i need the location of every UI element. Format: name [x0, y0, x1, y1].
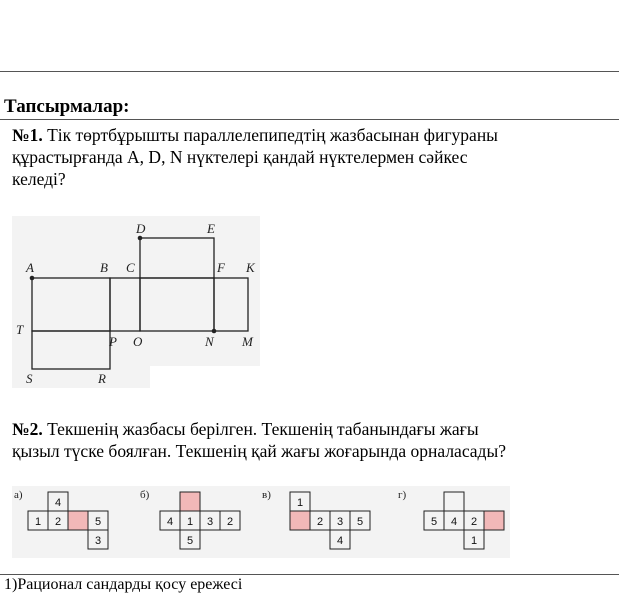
option-d-digit-2: 2 — [471, 516, 478, 528]
option-b-digit-4: 4 — [167, 516, 174, 528]
task1-number: №1. — [12, 125, 43, 145]
option-a-digit-5: 5 — [95, 516, 102, 528]
option-d-digit-4: 4 — [451, 516, 458, 528]
cube-nets-svg — [12, 486, 510, 558]
option-c-digit-3: 3 — [337, 516, 344, 528]
bottom-rule — [0, 574, 619, 575]
option-c-label: в) — [262, 489, 271, 501]
option-d-digit-5: 5 — [431, 516, 438, 528]
point-label-M: M — [242, 334, 253, 349]
point-label-R: R — [98, 371, 106, 386]
option-c-face-red — [290, 511, 310, 530]
parallelepiped-net-figure — [12, 216, 260, 388]
point-label-O: O — [133, 334, 143, 349]
option-a-label: а) — [14, 489, 23, 501]
point-label-P: P — [109, 334, 117, 349]
option-a-digit-1: 1 — [35, 516, 42, 528]
task2-text — [12, 418, 612, 462]
option-b-face-red — [180, 492, 200, 511]
option-b-label: б) — [140, 489, 150, 501]
point-label-N: N — [205, 334, 214, 349]
page-title: Тапсырмалар: — [4, 96, 130, 117]
point-label-K: K — [246, 260, 255, 275]
parallelepiped-net-svg — [12, 216, 260, 388]
point-label-E: E — [207, 221, 215, 236]
option-c-digit-5: 5 — [357, 516, 364, 528]
task1-text — [12, 124, 612, 190]
footer-text: 1)Рационал сандарды қосу ережесі — [4, 576, 243, 593]
point-label-D: D — [136, 221, 146, 236]
title-rule — [0, 119, 619, 120]
option-a-digit-2: 2 — [55, 516, 62, 528]
point-label-T: T — [16, 322, 24, 337]
option-c-digit-1: 1 — [297, 497, 304, 509]
task1-line3: келеді? — [12, 169, 66, 189]
option-d-face-red — [484, 511, 504, 530]
option-c-digit-4: 4 — [337, 535, 344, 547]
point-label-B: B — [100, 260, 108, 275]
option-d-digit-1: 1 — [471, 535, 478, 547]
point-label-S: S — [26, 371, 33, 386]
cube-nets-figure — [12, 486, 510, 558]
option-a-face-red — [68, 511, 88, 530]
point-label-F: F — [217, 260, 225, 275]
task1-line2: құрастырғанда A, D, N нүктелері қандай нүктелермен сәйкес — [12, 147, 468, 167]
point-N-dot — [212, 329, 217, 334]
point-label-A: A — [26, 260, 34, 275]
task2-number: №2. — [12, 419, 43, 439]
task2-line1: №2. Текшенің жазбасы берілген. Текшенің табанындағы жағы — [12, 419, 479, 439]
task2-line2: қызыл түске боялған. Текшенің қай жағы жоғарында орналасады? — [12, 441, 506, 461]
option-b-digit-2: 2 — [227, 516, 234, 528]
option-d-label: г) — [398, 489, 407, 501]
point-D-dot — [138, 236, 143, 241]
option-c-digit-2: 2 — [317, 516, 324, 528]
point-A-dot — [30, 276, 35, 281]
top-rule — [0, 71, 619, 72]
option-a-digit-4: 4 — [55, 497, 62, 509]
option-b-digit-3: 3 — [207, 516, 214, 528]
point-label-C: C — [126, 260, 135, 275]
option-b-digit-1: 1 — [187, 516, 194, 528]
option-b-digit-5: 5 — [187, 535, 194, 547]
task1-line1: №1. Тік төртбұрышты параллелепипедтің жазбасынан фигураны — [12, 125, 498, 145]
option-a-digit-3: 3 — [95, 535, 102, 547]
